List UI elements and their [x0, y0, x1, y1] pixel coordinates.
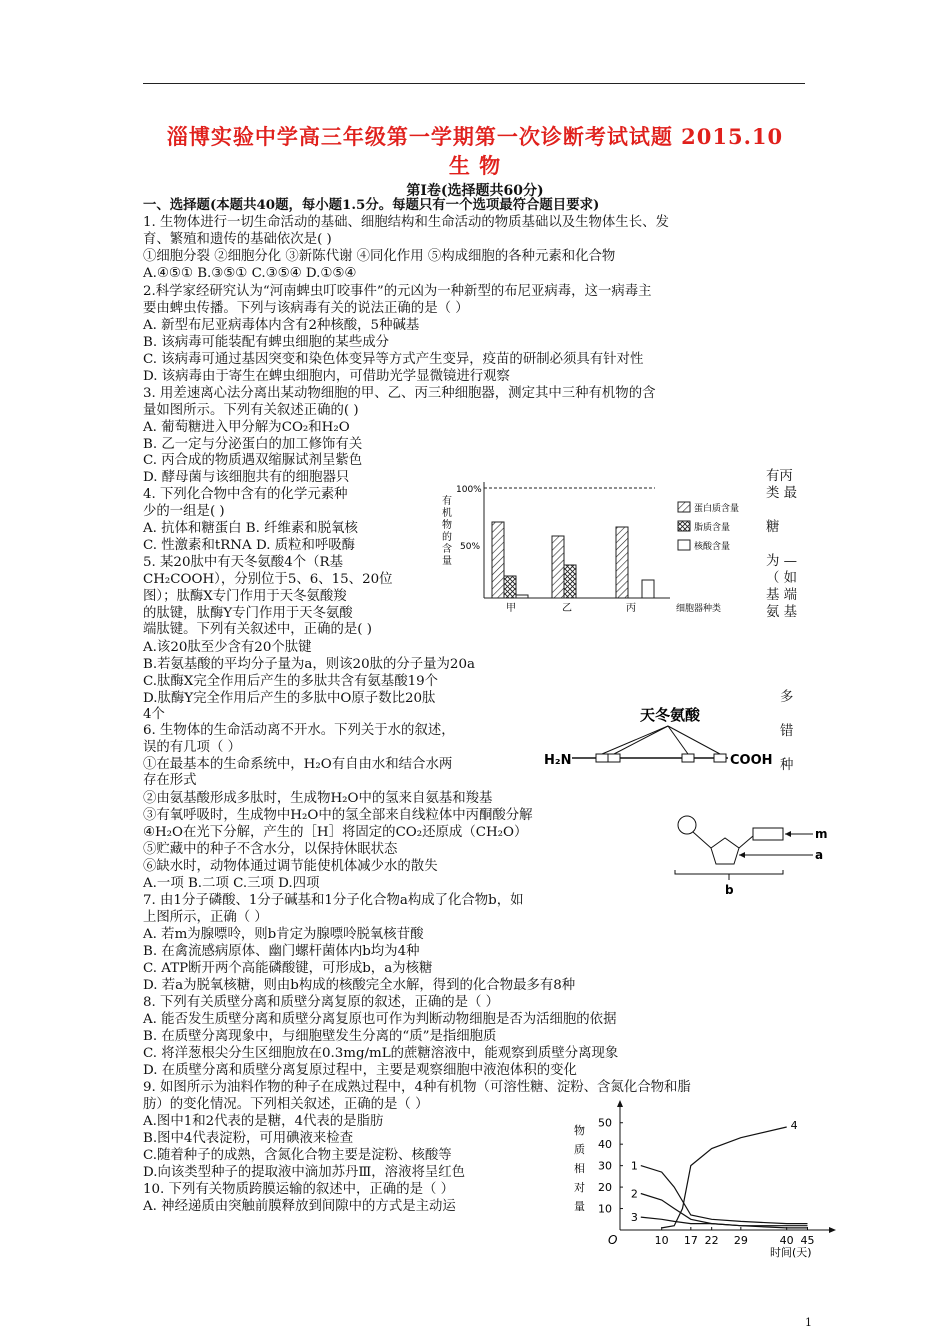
text-line: 图）；肽酶X专门作用于天冬氨酸羧 — [143, 589, 347, 604]
arrow-m-head — [785, 831, 791, 837]
series-line-3 — [641, 1217, 808, 1226]
text-line: A.一项 B.二项 C.三项 D.四项 — [143, 876, 320, 891]
bar-jia-protein — [492, 522, 504, 598]
arrow-a-head — [739, 852, 745, 858]
text-line: ①在最基本的生命系统中，H₂O有自由水和结合水两 — [143, 757, 453, 772]
y-tick-label: 20 — [598, 1181, 612, 1195]
header-rule — [143, 83, 805, 84]
text-line: CH₂COOH），分别位于5、6、15、20位 — [143, 572, 393, 587]
y-tick-label: 40 — [598, 1138, 612, 1152]
fig1-cat-jia: 甲 — [506, 603, 516, 614]
pointer-20 — [668, 726, 720, 754]
y-axis-label-char: 物 — [574, 1124, 585, 1137]
text-line: B. 乙一定与分泌蛋白的加工修饰有关 — [143, 437, 363, 452]
residue-15 — [682, 754, 694, 762]
text-line: 1. 生物体进行一切生命活动的基础、细胞结构和生命活动的物质基础以及生物体生长、发 — [143, 215, 669, 230]
text-line: ①细胞分裂 ②细胞分化 ③新陈代谢 ④同化作用 ⑤构成细胞的各种元素和化合物 — [143, 249, 616, 264]
text-line: ②由氨基酸形成多肽时，生成物H₂O中的氢来自氨基和羧基 — [143, 791, 493, 806]
text-line: D. 若a为脱氧核糖，则由b构成的核酸完全水解，得到的化合物最多有8种 — [143, 978, 576, 993]
text-line: C. 性激素和tRNA D. 质粒和呼吸酶 — [143, 538, 356, 553]
bar-jia-nucleic — [516, 595, 528, 598]
text-line: D.肽酶Y完全作用后产生的多肽中O原子数比20肽 — [143, 691, 436, 706]
text-line: 存在形式 — [143, 773, 197, 788]
text-line: B. 在质壁分离现象中，与细胞壁发生分离的“质”是指细胞质 — [143, 1029, 497, 1044]
y-tick-label: 10 — [598, 1202, 612, 1216]
fig1-ylabel-3: 物 — [442, 520, 452, 531]
text-line: B. 在禽流感病原体、幽门螺杆菌体内b均为4种 — [143, 944, 420, 959]
text-line: 端肽键。下列有关叙述中，正确的是( ) — [143, 622, 372, 637]
text-fragment: 类 最 — [766, 486, 798, 501]
fig1-tick-50: 50% — [460, 542, 481, 552]
text-line: 7. 由1分子磷酸、1分子碱基和1分子化合物a构成了化合物b，如 — [143, 893, 524, 908]
fig1-ylabel-5: 含 — [442, 544, 452, 555]
x-axis-arrow — [829, 1227, 836, 1233]
text-line: 4. 下列化合物中含有的化学元素种 — [143, 487, 348, 502]
text-line: 4个 — [143, 707, 165, 722]
text-line: C. 该病毒可通过基因突变和染色体变异等方式产生变异，疫苗的研制必须具有针对性 — [143, 352, 644, 367]
series-label-3: 3 — [630, 1211, 638, 1225]
text-line: A.该20肽至少含有20个肽键 — [143, 640, 312, 655]
text-line: B.图中4代表淀粉，可用碘液来检查 — [143, 1131, 354, 1146]
page-number: 1 — [805, 1316, 812, 1329]
bar-yi-lipid — [564, 565, 576, 598]
text-line: 9. 如图所示为油料作物的种子在成熟过程中，4种有机物（可溶性糖、淀粉、含氮化合物和脂 — [143, 1080, 691, 1095]
text-line: 5. 某20肽中有天冬氨酸4个（R基 — [143, 555, 343, 570]
x-tick-label: 45 — [800, 1234, 815, 1247]
fig1-ylabel-1: 有 — [442, 496, 452, 507]
sugar-pentagon — [711, 838, 739, 864]
bar-bing-protein — [616, 527, 628, 598]
series-line-4 — [662, 1127, 787, 1228]
text-line: 8. 下列有关质壁分离和质壁分离复原的叙述，正确的是（ ） — [143, 995, 500, 1010]
text-fragment: 有丙 — [766, 469, 793, 484]
text-line: C.肽酶X完全作用后产生的多肽共含有氨基酸19个 — [143, 674, 439, 689]
y-axis-arrow — [617, 1100, 623, 1107]
text-line: C. 将洋葱根尖分生区细胞放在0.3mg/mL的蔗糖溶液中，能观察到质壁分离现象 — [143, 1046, 619, 1061]
c-terminus: COOH — [730, 753, 773, 768]
text-line: D. 酵母菌与该细胞共有的细胞器只 — [143, 470, 350, 485]
text-line: A. 神经递质由突触前膜释放到间隙中的方式是主动运 — [143, 1199, 456, 1214]
text-line: C. 丙合成的物质遇双缩脲试剂呈紫色 — [143, 453, 363, 468]
organelle-bar-figure — [430, 474, 755, 619]
text-line: B.若氨基酸的平均分子量为a，则该20肽的分子量为20a — [143, 657, 475, 672]
fig1-tick-100: 100% — [456, 485, 482, 495]
residue-6 — [608, 754, 620, 762]
fig1-xlabel: 细胞器种类 — [676, 604, 722, 614]
text-line: 少的一组是( ) — [143, 504, 225, 519]
residue-5 — [596, 754, 608, 762]
text-line: 上图所示，正确（ ） — [143, 910, 268, 925]
text-line: 3. 用差速离心法分离出某动物细胞的甲、乙、丙三种细胞器，测定其中三种有机物的含 — [143, 386, 656, 401]
text-line: D. 在质壁分离和质壁分离复原过程中，主要是观察细胞中液泡体积的变化 — [143, 1063, 577, 1078]
label-b: b — [725, 883, 734, 897]
part-title: 第Ⅰ卷(选择题共60分) — [406, 183, 544, 199]
legend-nucleic: 核酸含量 — [694, 542, 731, 552]
series-label-1: 1 — [630, 1159, 638, 1173]
y-axis-label-char: 相 — [574, 1162, 585, 1175]
base-bond — [739, 836, 753, 848]
text-line: C.随着种子的成熟，含氮化合物主要是淀粉、核酸等 — [143, 1148, 452, 1163]
fig1-ylabel-4: 的 — [442, 532, 452, 543]
legend-nucleic-swatch — [678, 540, 690, 550]
seed-maturation-chart — [570, 1100, 840, 1260]
text-line: 肪）的变化情况。下列相关叙述，正确的是（ ） — [143, 1097, 429, 1112]
text-line: ③有氧呼吸时，生成物中H₂O中的氢全部来自线粒体中丙酮酸分解 — [143, 808, 533, 823]
x-axis-label: 时间(天) — [770, 1246, 812, 1259]
text-line: D.向该类型种子的提取液中滴加苏丹Ⅲ，溶液将呈红色 — [143, 1165, 466, 1180]
bar-bing-nucleic — [642, 580, 654, 598]
n-terminus: H₂N — [544, 753, 572, 768]
peptide-figure — [540, 700, 780, 780]
text-line: B. 该病毒可能装配有蜱虫细胞的某些成分 — [143, 335, 389, 350]
text-fragment: 为 — — [766, 554, 798, 569]
y-axis-label-char: 对 — [574, 1181, 585, 1194]
subject-title: 生 物 — [448, 153, 502, 178]
x-tick-label: 29 — [733, 1234, 748, 1247]
series-label-2: 2 — [630, 1187, 638, 1201]
x-tick-label: 17 — [683, 1234, 698, 1247]
series-line-2 — [641, 1194, 808, 1228]
base-rect — [753, 828, 783, 840]
text-line: ⑥缺水时，动物体通过调节能使机体减少水的散失 — [143, 859, 438, 874]
nucleotide-figure — [665, 808, 828, 898]
label-a: a — [815, 848, 824, 862]
label-m: m — [815, 827, 828, 841]
x-tick-label: 40 — [779, 1234, 794, 1247]
residue-20 — [714, 754, 726, 762]
pointer-6 — [614, 726, 668, 754]
y-axis-label-char: 质 — [574, 1143, 585, 1156]
series-label-4: 4 — [790, 1119, 798, 1133]
text-fragment: 多 — [780, 690, 794, 705]
text-fragment: （ 如 — [766, 571, 798, 586]
legend-lipid: 脂质含量 — [694, 523, 731, 533]
fig1-cat-bing: 丙 — [626, 603, 636, 614]
text-line: 量如图所示。下列有关叙述正确的( ) — [143, 403, 359, 418]
text-line: 2.科学家经研究认为“河南蜱虫叮咬事件”的元凶为一种新型的布尼亚病毒，这一病毒主 — [143, 284, 652, 299]
text-line: A. 葡萄糖进入甲分解为CO₂和H₂O — [143, 420, 350, 435]
text-line: 10. 下列有关物质跨膜运输的叙述中，正确的是（ ） — [143, 1182, 455, 1197]
text-fragment: 糖 — [766, 520, 780, 535]
origin-label: O — [608, 1233, 618, 1247]
x-tick-label: 22 — [704, 1234, 719, 1247]
text-line: 的肽键，肽酶Y专门作用于天冬氨酸 — [143, 606, 353, 621]
text-fragment: 基 端 — [766, 588, 798, 603]
phosphate-bond — [693, 832, 711, 848]
bar-yi-protein — [552, 536, 564, 598]
text-line: A.图中1和2代表的是糖，4代表的是脂肪 — [143, 1114, 384, 1129]
legend-lipid-swatch — [678, 521, 690, 531]
y-tick-label: 50 — [598, 1116, 612, 1130]
text-line: A. 新型布尼亚病毒体内含有2种核酸，5种碱基 — [143, 318, 420, 333]
text-line: 育、繁殖和遗传的基础依次是( ) — [143, 232, 332, 247]
phosphate-circle — [678, 816, 696, 834]
text-line: C. ATP断开两个高能磷酸键，可形成b，a为核糖 — [143, 961, 433, 976]
brace-b — [675, 870, 783, 874]
series-line-1 — [641, 1166, 808, 1224]
section-heading: 一、选择题(本题共40题，每小题1.5分。每题只有一个选项最符合题目要求) — [143, 197, 600, 213]
text-line: 要由蜱虫传播。下列与该病毒有关的说法正确的是（ ） — [143, 301, 469, 316]
text-line: 误的有几项（ ） — [143, 740, 241, 755]
aspartic-label: 天冬氨酸 — [640, 706, 701, 724]
text-line: A.④⑤① B.③⑤① C.③⑤④ D.①⑤④ — [143, 266, 357, 281]
exam-title: 淄博实验中学高三年级第一学期第一次诊断考试试题 2015.10 — [166, 124, 784, 149]
text-line: A. 若m为腺嘌呤，则b肯定为腺嘌呤脱氧核苷酸 — [143, 927, 424, 942]
y-tick-label: 30 — [598, 1159, 612, 1173]
pointer-5 — [602, 726, 668, 754]
y-axis-label-char: 量 — [574, 1200, 585, 1213]
legend-protein-swatch — [678, 502, 690, 512]
fig1-ylabel-2: 机 — [442, 508, 452, 519]
legend-protein: 蛋白质含量 — [694, 504, 740, 514]
text-fragment: 种 — [780, 758, 794, 773]
text-line: A. 能否发生质壁分离和质壁分离复原也可作为判断动物细胞是否为活细胞的依据 — [143, 1012, 617, 1027]
text-line: 6. 生物体的生命活动离不开水。下列关于水的叙述， — [143, 723, 455, 738]
fig1-cat-yi: 乙 — [562, 603, 572, 614]
pointer-15 — [668, 726, 688, 754]
text-fragment: 错 — [780, 724, 794, 739]
text-fragment: 氨 基 — [766, 605, 798, 620]
text-line: D. 该病毒由于寄生在蜱虫细胞内，可借助光学显微镜进行观察 — [143, 369, 510, 384]
bar-jia-lipid — [504, 576, 516, 598]
text-line: A. 抗体和糖蛋白 B. 纤维素和脱氧核 — [143, 521, 358, 536]
text-line: ④H₂O在光下分解，产生的［H］将固定的CO₂还原成（CH₂O） — [143, 825, 528, 840]
x-tick-label: 10 — [654, 1234, 669, 1247]
text-line: ⑤贮藏中的种子不含水分，以保持休眠状态 — [143, 842, 398, 857]
fig1-ylabel-6: 量 — [442, 556, 452, 567]
